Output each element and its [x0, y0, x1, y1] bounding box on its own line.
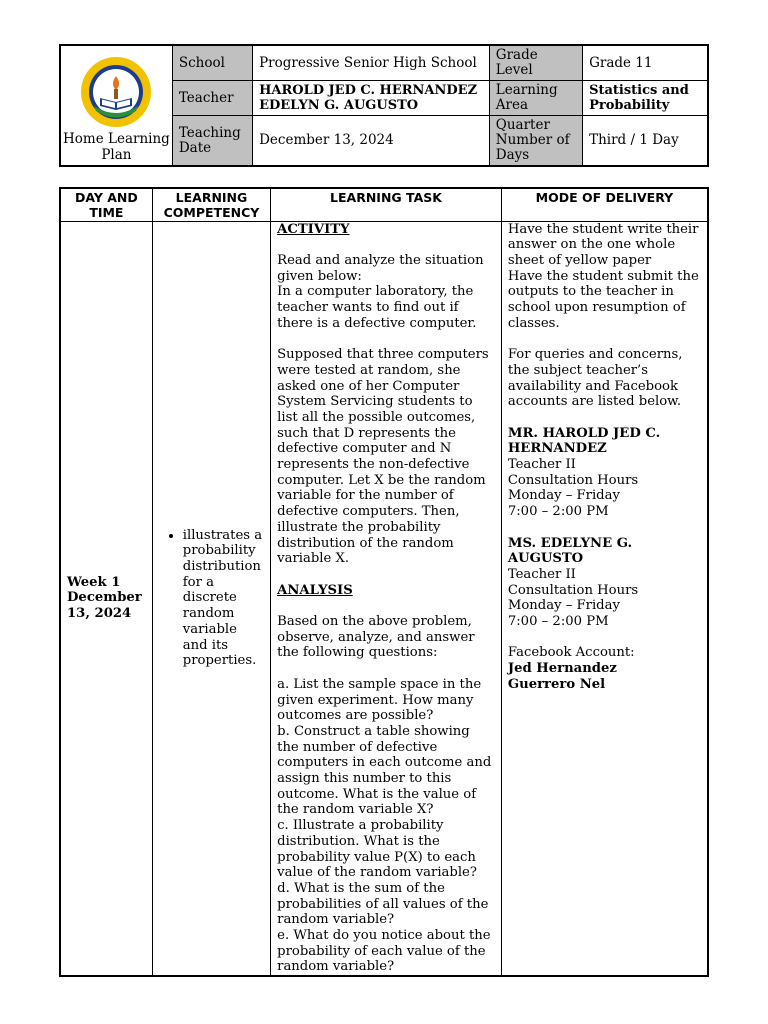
teacher2-hours-label: Consultation Hours — [507, 582, 639, 598]
teacher1-days: Monday – Friday — [507, 488, 620, 504]
analysis-intro: Based on the above problem, observe, analyze, and answer the following questions: — [277, 614, 475, 661]
facebook-label: Facebook Account: — [507, 645, 635, 661]
teacher2-time: 7:00 – 2:00 PM — [507, 614, 609, 630]
col-header-task: LEARNING TASK — [271, 188, 502, 221]
teacher-label: Teacher — [172, 81, 252, 116]
teacher2-days: Monday – Friday — [507, 598, 620, 614]
area-value: Statistics and Probability — [583, 81, 708, 116]
plan-title: Home Learning Plan — [63, 131, 170, 163]
day-cell — [60, 221, 152, 976]
delivery-cell — [501, 221, 708, 976]
logo-cell — [60, 45, 172, 166]
col-header-day: DAY AND TIME — [60, 188, 152, 221]
teacher-name-1: HAROLD JED C. HERNANDEZ — [259, 83, 478, 98]
analysis-heading: ANALYSIS — [277, 582, 353, 598]
grade-value: Grade 11 — [583, 45, 708, 81]
day-date: December 13, 2024 — [67, 590, 142, 622]
facebook-account-2: Guerrero Nel — [507, 676, 606, 692]
delivery-write: Have the student write their answer on the one whole sheet of yellow paper — [507, 221, 699, 268]
col-header-delivery: MODE OF DELIVERY — [501, 188, 708, 221]
delivery-queries: For queries and concerns, the subject teacher’s availability and Facebook accounts are listed below. — [507, 347, 683, 410]
teacher-name-2: EDELYN G. AUGUSTO — [259, 98, 419, 113]
question-e: e. What do you notice about the probability of each value of the random variable? — [277, 928, 491, 975]
date-value: December 13, 2024 — [253, 116, 490, 167]
activity-heading: ACTIVITY — [277, 221, 350, 237]
school-value: Progressive Senior High School — [253, 45, 490, 81]
quarter-value: Third / 1 Day — [583, 116, 708, 167]
activity-situation: In a computer laboratory, the teacher wants to find out if there is a defective computer. — [277, 284, 477, 331]
competency-item: • illustrates a probability distribution for a discrete random variable and its properties. — [183, 528, 264, 669]
quarter-label: Quarter Number of Days — [489, 116, 582, 167]
date-label: Teaching Date — [172, 116, 252, 167]
teacher2-title: Teacher II — [507, 566, 576, 582]
question-c: c. Illustrate a probability distribution. What is the probability value P(X) to each value of the random variable? — [277, 818, 477, 881]
teacher1-name: MR. HAROLD JED C. HERNANDEZ — [507, 425, 661, 457]
task-cell — [271, 221, 502, 976]
learning-plan-table — [59, 187, 709, 977]
question-a: a. List the sample space in the given experiment. How many outcomes are possible? — [277, 676, 482, 724]
school-logo-icon — [80, 56, 152, 128]
area-label: Learning Area — [489, 81, 582, 116]
delivery-submit: Have the student submit the outputs to the teacher in school upon resumption of classes. — [507, 268, 699, 331]
competency-cell — [152, 221, 270, 976]
week-label: Week 1 — [67, 574, 121, 590]
teacher1-title: Teacher II — [507, 457, 576, 473]
col-header-competency: LEARNING COMPETENCY — [152, 188, 270, 221]
teacher2-name: MS. EDELYNE G. AUGUSTO — [507, 535, 633, 567]
header-table — [59, 44, 709, 167]
facebook-account-1: Jed Hernandez — [507, 661, 617, 677]
teacher-value — [253, 81, 490, 116]
grade-label: Grade Level — [489, 45, 582, 81]
question-b: b. Construct a table showing the number of defective computers in each outcome and assign this number to this outcome. What is the value of the random variable X? — [277, 723, 492, 818]
question-d: d. What is the sum of the probabilities of all values of the random variable? — [277, 880, 489, 928]
activity-instruction: Read and analyze the situation given below: — [277, 252, 484, 284]
activity-problem: Supposed that three computers were tested at random, she asked one of her Computer System Servicing students to list all the possible outcomes, such that D represents the defective computer and N represents the non-defective computer. Let X be the random variable for the number of defective computers. Then, illustrate the probability distribution of the random variable X. — [277, 347, 489, 567]
teacher1-hours-label: Consultation Hours — [507, 472, 639, 488]
school-label: School — [172, 45, 252, 81]
teacher1-time: 7:00 – 2:00 PM — [507, 504, 609, 520]
